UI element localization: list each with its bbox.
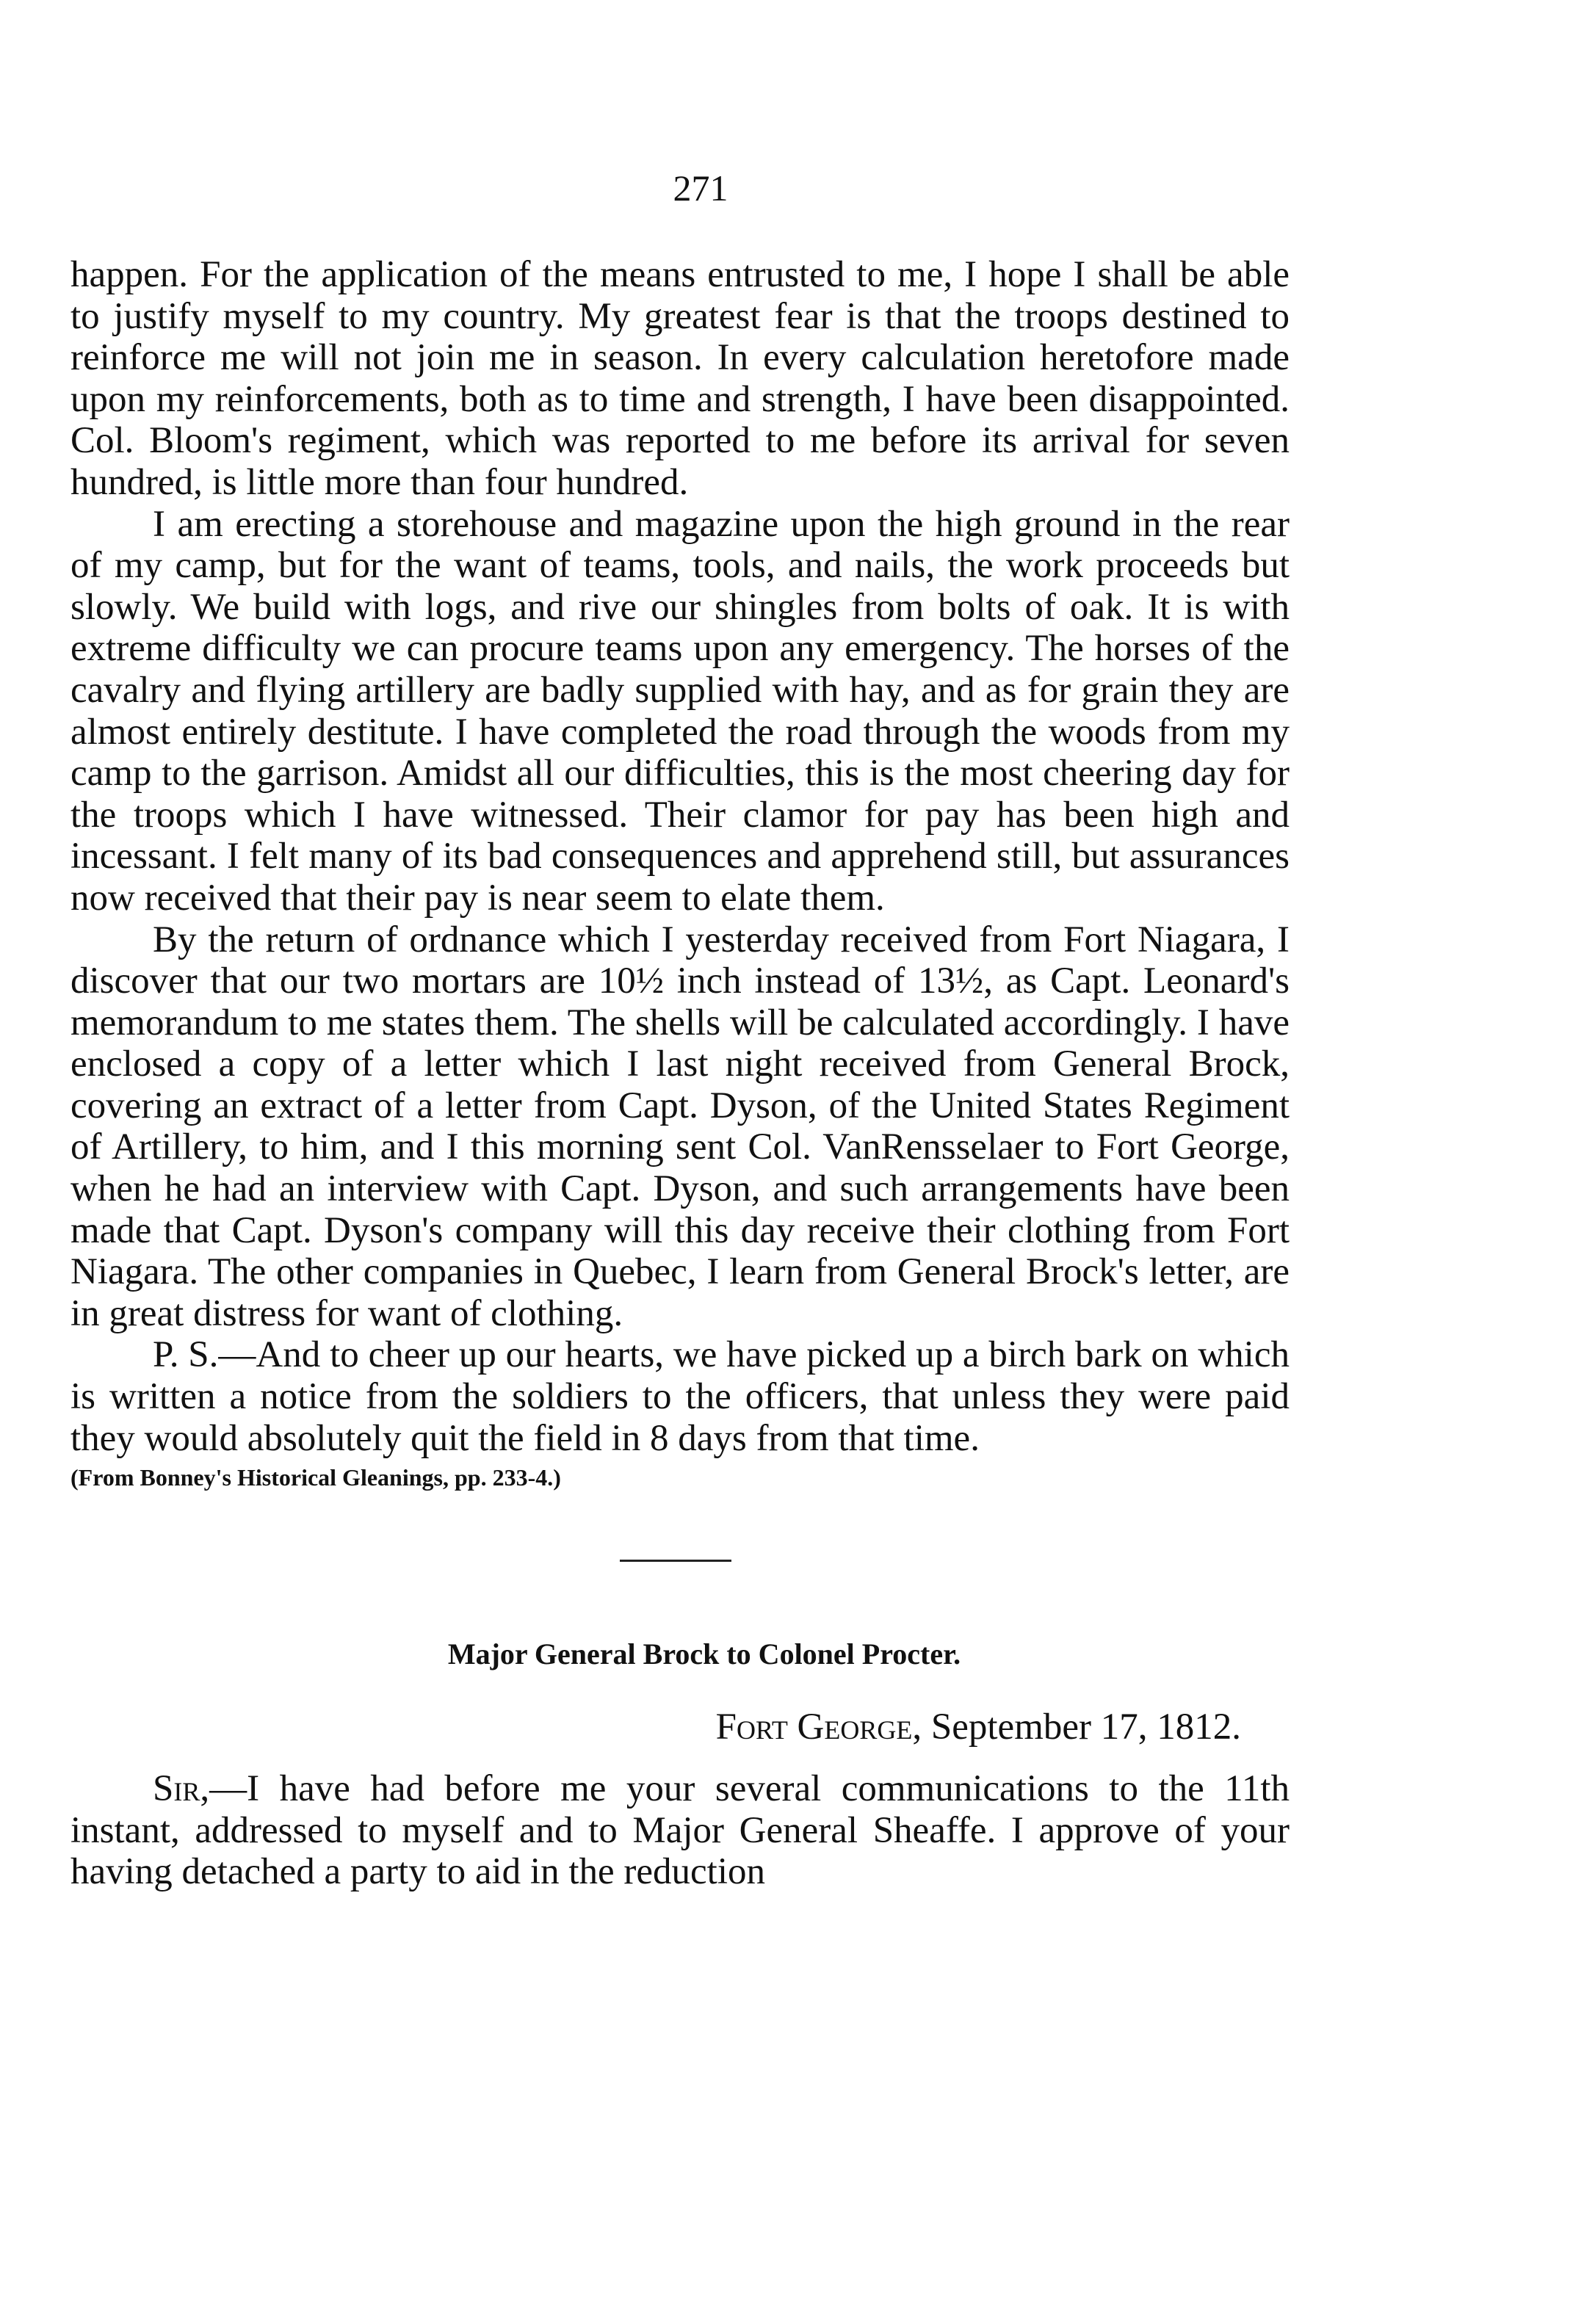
letter-text: —I have had before me your several communications to the 11th instant, addressed to myself and to Major General Sheaffe. I approve of your having detached a party to aid in the reduction bbox=[70, 1768, 1290, 1893]
letter-dateline bbox=[580, 1705, 1241, 1749]
section-divider bbox=[620, 1560, 731, 1562]
page-number: 271 bbox=[673, 167, 728, 209]
paragraph-1: happen. For the application of the means entrusted to me, I hope I shall be able to justify myself to my country. My greatest fear is that the troops destined to reinforce me will not join me in season. In every calculation heretofore made upon my reinforcements, both as to time and strength, I have been disappointed. Col. Bloom's regiment, which was reported to me before its arrival for seven hundred, is little more than four hundred. bbox=[70, 254, 1290, 503]
paragraph-3: By the return of ordnance which I yesterday received from Fort Niagara, I discover that our two mortars are 10½ inch instead of 13½, as Capt. Leonard's memorandum to me states them. The shells will be calculated accordingly. I have enclosed a copy of a letter which I last night received from General Brock, covering an extract of a letter from Capt. Dyson, of the United States Regiment of Artillery, to him, and I this morning sent Col. VanRensselaer to Fort George, when he had an interview with Capt. Dyson, and such arrangements have been made that Capt. Dyson's company will this day receive their clothing from Fort Niagara. The other companies in Quebec, I learn from General Brock's letter, are in great distress for want of clothing. bbox=[70, 919, 1290, 1334]
body-text bbox=[70, 254, 1290, 1459]
dateline-date: September 17, 1812. bbox=[930, 1706, 1241, 1748]
letter-body bbox=[70, 1768, 1290, 1893]
source-citation: (From Bonney's Historical Gleanings, pp. 233-4.) bbox=[70, 1464, 561, 1491]
paragraph-4: P. S.—And to cheer up our hearts, we have picked up a birch bark on which is written a notice from the soldiers to the officers, that unless they were paid they would absolutely quit the field in 8 days from that time. bbox=[70, 1334, 1290, 1459]
paragraph-2: I am erecting a storehouse and magazine upon the high ground in the rear of my camp, but for the want of teams, tools, and nails, the work proceeds but slowly. We build with logs, and rive our shingles from bolts of oak. It is with extreme difficulty we can procure teams upon any emergency. The horses of the cavalry and flying artillery are badly supplied with hay, and as for grain they are almost entirely destitute. I have completed the road through the woods from my camp to the garrison. Amidst all our difficulties, this is the most cheering day for the troops which I have witnessed. Their clamor for pay has been high and incessant. I felt many of its bad consequences and apprehend still, but assurances now received that their pay is near seem to elate them. bbox=[70, 503, 1290, 919]
dateline-place: Fort George, bbox=[715, 1706, 922, 1748]
letter-heading: Major General Brock to Colonel Procter. bbox=[447, 1637, 961, 1670]
letter-paragraph bbox=[70, 1768, 1290, 1893]
salutation: Sir, bbox=[153, 1768, 210, 1809]
